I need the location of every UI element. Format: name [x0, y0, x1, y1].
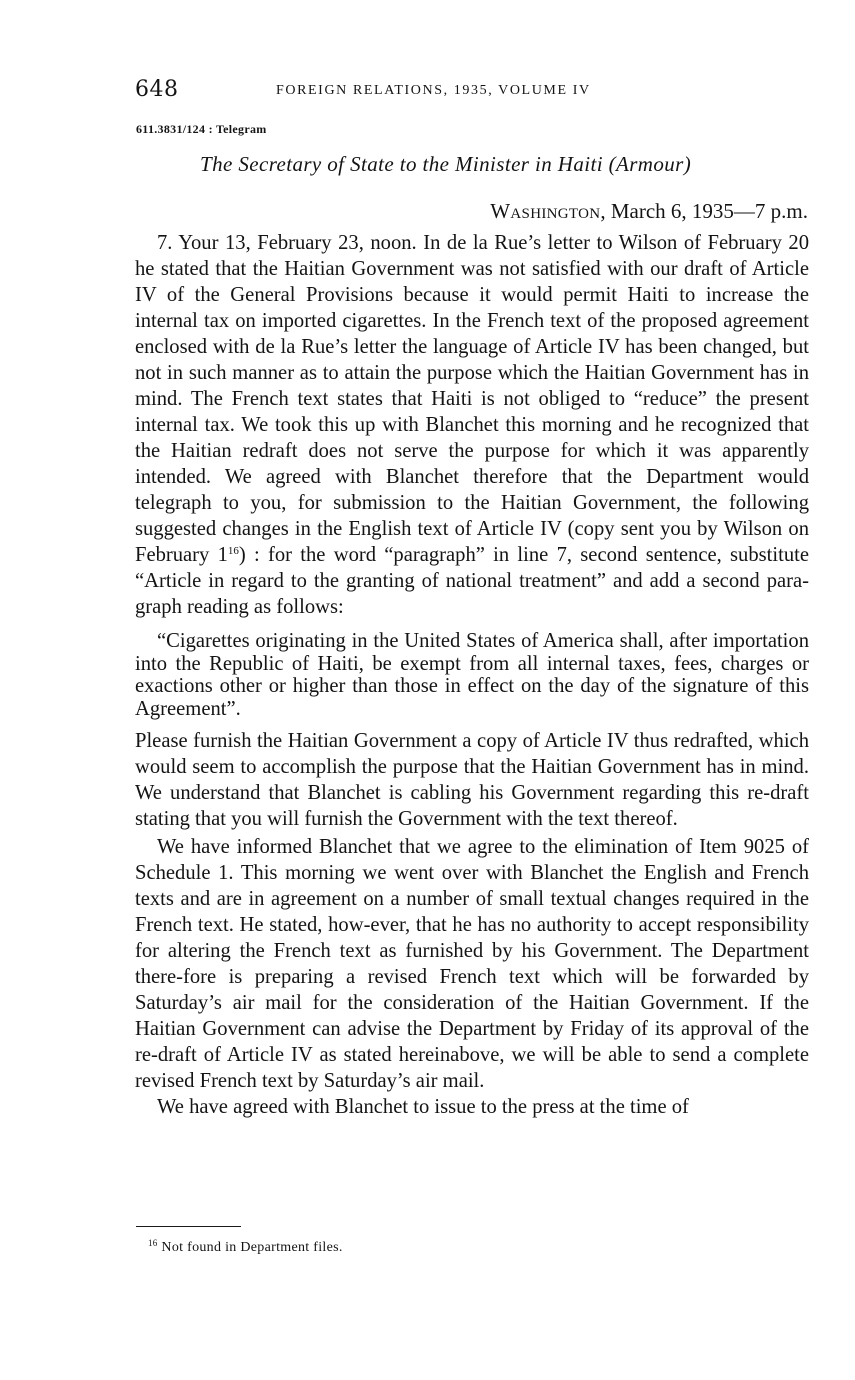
- dateline-place: Washington: [490, 199, 601, 223]
- telegram-body: [135, 230, 809, 1120]
- footnote-text: Not found in Department files.: [161, 1240, 343, 1255]
- page-header: [135, 76, 807, 106]
- page-number: 648: [135, 77, 179, 102]
- paragraph-1-text-a: 7. Your 13, February 23, noon. In de la Rue’s letter to Wilson of February 20 he stated that the Haitian Government was not satisfied with our draft of Article IV of the General Provisions because it would permit Haiti to increase the internal tax on imported cigarettes. In the French text of the proposed agreement enclosed with de la Rue’s letter the language of Article IV has been changed, but not in such manner as to attain the purpose which the Haitian Government has in mind. The French text states that Haiti is not obliged to “reduce” the present internal tax. We took this up with Blanchet this morning and he recognized that the Haitian redraft does not serve the purpose for which it was apparently intended. We agreed with Blanchet therefore that the Department would telegraph to you, for submission to the Haitian Government, the following suggested changes in the English text of Article IV (copy sent you by Wilson on February 1: [135, 232, 809, 566]
- paragraph-1-text-b: ) : for the word “paragraph” in line 7, second sentence, substitute “Article in regard to the granting of national treatment” and add a second para-graph reading as follows:: [135, 544, 809, 618]
- footnote-reference: 16: [227, 545, 239, 557]
- footnote-divider: [136, 1226, 241, 1227]
- running-head: FOREIGN RELATIONS, 1935, VOLUME IV: [276, 83, 591, 98]
- paragraph-2: Please furnish the Haitian Government a copy of Article IV thus redrafted, which would seem to accomplish the purpose that the Haitian Government has in mind. We understand that Blanchet is cabling his Government regarding this re-draft stating that you will furnish the Government with the text thereof.: [135, 730, 809, 830]
- dateline-date: , March 6, 1935—7 p.m.: [600, 199, 808, 223]
- file-reference: 611.3831/124 : Telegram: [136, 122, 267, 136]
- quoted-article-text: “Cigarettes originating in the United States of America shall, after importation into the Republic of Haiti, be exempt from all internal taxes, fees, charges or exactions other or higher than those in effect on the day of the signature of this Agreement”.: [135, 630, 809, 720]
- footnote-mark: 16: [148, 1238, 158, 1248]
- paragraph-3: We have informed Blanchet that we agree to the elimination of Item 9025 of Schedule 1. This morning we went over with Blanchet the English and French texts and are in agreement on a number of small textual changes required in the French text. He stated, how-ever, that he has no authority to accept responsibility for altering the French text as furnished by his Government. The Department there-fore is preparing a revised French text which will be forwarded by Saturday’s air mail for the consideration of the Haitian Government. If the Haitian Government can advise the Department by Friday of its approval of the re-draft of Article IV as stated hereinabove, we will be able to send a complete revised French text by Saturday’s air mail.: [135, 836, 809, 1092]
- document-title: The Secretary of State to the Minister in Haiti (Armour): [200, 152, 692, 176]
- paragraph-4: We have agreed with Blanchet to issue to the press at the time of: [157, 1096, 689, 1118]
- dateline: [490, 199, 808, 224]
- paragraph-1: [135, 230, 809, 620]
- footnote: [148, 1240, 343, 1256]
